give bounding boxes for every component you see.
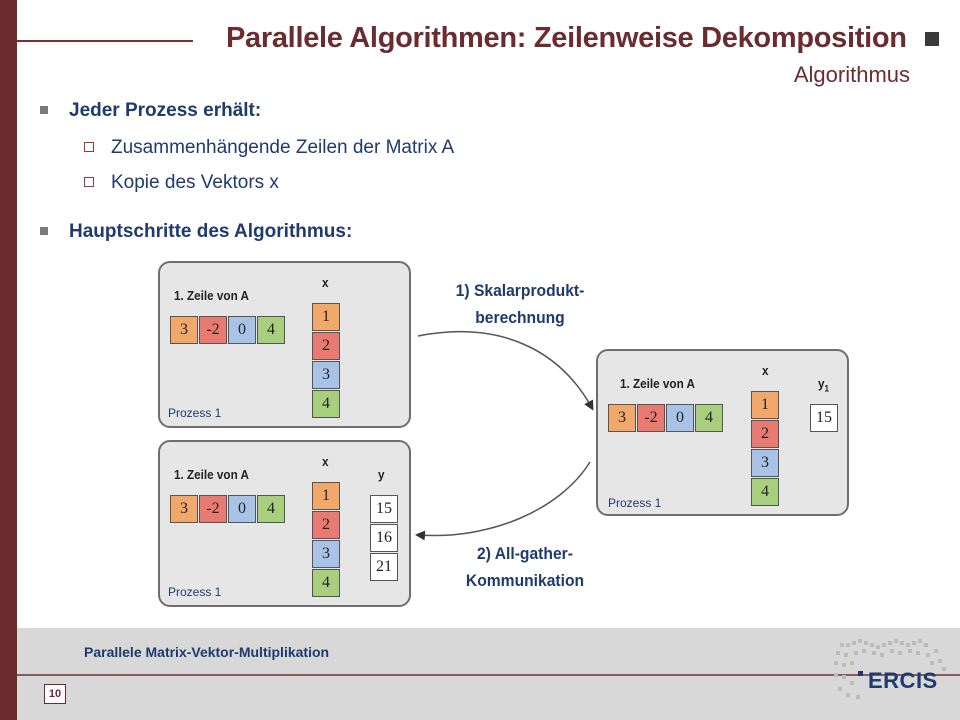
row-label: 1. Zeile von A [174,288,249,303]
vector-cell: 1 [312,303,340,331]
step1-line2: berechnung [475,308,565,327]
arrow-to-scalar [418,332,592,408]
matrix-cell: 0 [228,495,256,523]
bullet-text: Jeder Prozess erhält: [69,100,262,121]
bullet-text: Zusammenhängende Zeilen der Matrix A [111,137,455,158]
row-label: 1. Zeile von A [174,467,249,482]
x-label: x [322,454,329,469]
vector-cell: 2 [312,511,340,539]
result-cell: 15 [810,404,838,432]
vector-cell: 3 [312,361,340,389]
step2-line1: 2) All-gather- [477,544,573,563]
vector-cell: 2 [312,332,340,360]
matrix-cell: -2 [199,495,227,523]
x-label: x [322,275,329,290]
step2-line2: Kommunikation [465,571,585,590]
matrix-cell: 0 [228,316,256,344]
row-label: 1. Zeile von A [620,376,695,391]
page-number: 10 [44,684,66,704]
process-label: Prozess 1 [168,585,222,599]
result-cell: 21 [370,553,398,581]
x-label: x [762,363,769,378]
matrix-cell: 4 [257,316,285,344]
y1-subscript: 1 [824,383,830,394]
vector-cell: 1 [312,482,340,510]
vector-cell: 4 [751,478,779,506]
matrix-cell: 3 [170,316,198,344]
ercis-logo-text: ERCIS [868,668,938,693]
y1-letter: y [818,376,825,391]
footer-title: Parallele Matrix-Vektor-Multiplikation [84,644,330,660]
process-label: Prozess 1 [168,406,222,420]
matrix-cell: 4 [695,404,723,432]
step2-label [433,540,617,594]
vector-cell: 2 [751,420,779,448]
result-cell: 16 [370,524,398,552]
bullet-text: Kopie des Vektors x [111,172,279,193]
slide-title: Parallele Algorithmen: Zeilenweise Dekomposition [226,22,907,54]
result-cell: 15 [370,495,398,523]
process-label: Prozess 1 [608,496,662,510]
vector-cell: 4 [312,390,340,418]
bullet-text: Hauptschritte des Algorithmus: [69,221,353,242]
step1-label [428,277,612,331]
footer-rule [17,674,960,676]
slide-subtitle: Algorithmus [793,62,910,87]
vector-cell: 1 [751,391,779,419]
step1-line1: 1) Skalarprodukt- [455,281,585,300]
matrix-cell: 4 [257,495,285,523]
matrix-cell: 0 [666,404,694,432]
vector-cell: 3 [312,540,340,568]
arrow-to-gather [418,462,590,536]
matrix-cell: -2 [199,316,227,344]
matrix-cell: 3 [608,404,636,432]
matrix-cell: -2 [637,404,665,432]
vector-cell: 3 [751,449,779,477]
matrix-cell: 3 [170,495,198,523]
y-label: y [378,467,385,482]
vector-cell: 4 [312,569,340,597]
